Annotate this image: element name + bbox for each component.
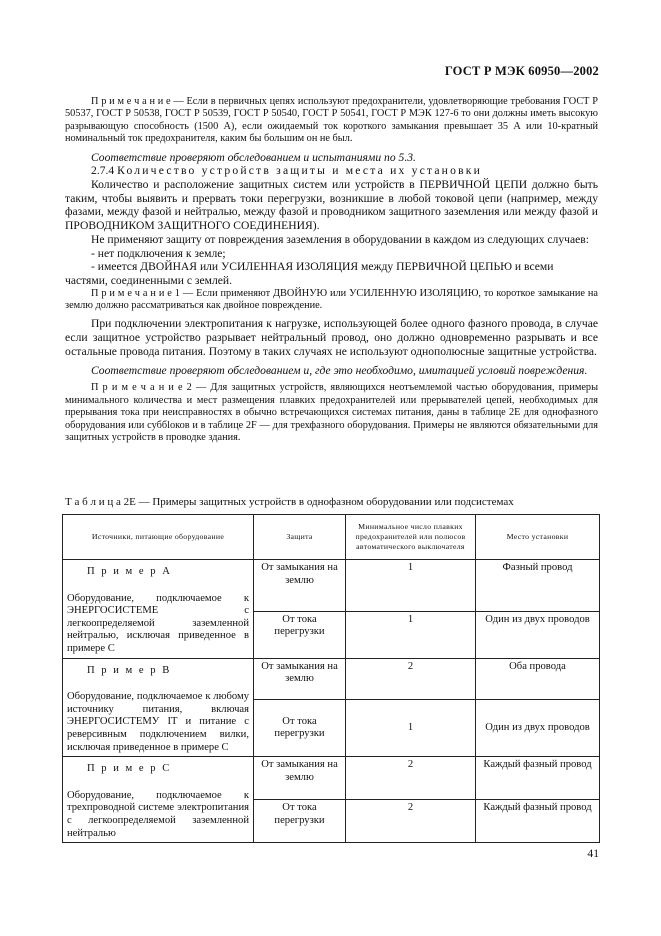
count-cell: 1 <box>346 560 476 612</box>
example-c-cell <box>63 757 254 843</box>
list-item-no-earth: - нет подключения к земле; <box>91 246 226 260</box>
header-min-count: Минимальное число плавких предохранителей или полюсов автоматического выключателя <box>346 515 476 560</box>
protection-cell: От замыкания на землю <box>254 560 346 612</box>
example-b-desc: Оборудование, подключаемое к любому источнику питания, включая ЭНЕРГОСИСТЕМУ IT и питание с реверсивным подключением вилки, исключая приведенное в примере С <box>67 691 249 753</box>
compliance-statement-1: Соответствие проверяют обследованием и испытаниями по 5.3. <box>91 150 416 164</box>
location-cell: Один из двух проводов <box>476 700 600 757</box>
count-cell: 1 <box>346 700 476 757</box>
note-2: П р и м е ч а н и е 2 — Для защитных устройств, являющихся неотъемлемой частью оборудования, примеры минимального количества и мест размещения плавких предохранителей или прерывателей цепей, необходимых для прерывания тока при неисправностях в обычно встречающихся системах питания, даны в таблице 2Е для однофазного оборудования или суббloков и в таблице 2F — для трехфазного оборудования. Примеры не являются обязательными для защитных устройств в проводке здания. <box>65 382 598 443</box>
header-protection: Защита <box>254 515 346 560</box>
location-cell: Каждый фазный провод <box>476 757 600 800</box>
example-c-title: П р и м е р С <box>87 763 172 775</box>
count-cell: 2 <box>346 757 476 800</box>
paragraph-earth-fault: Не применяют защиту от повреждения заземления в оборудовании в каждом из следующих случаев: <box>91 232 589 246</box>
example-a-cell <box>63 560 254 659</box>
location-cell: Каждый фазный провод <box>476 800 600 843</box>
list-item-double-insulation: - имеется ДВОЙНАЯ или УСИЛЕННАЯ ИЗОЛЯЦИЯ между ПЕРВИЧНОЙ ЦЕПЬЮ и всеми <box>91 260 554 274</box>
list-item-double-insulation-cont: частями, соединенными с землей. <box>65 273 233 287</box>
section-title: Количество устройств защиты и места их установки <box>117 164 482 178</box>
table-row <box>63 658 600 700</box>
table-header-row <box>63 515 600 560</box>
example-a-title: П р и м е р А <box>87 566 172 577</box>
protection-table <box>62 514 600 843</box>
table-row <box>63 560 600 612</box>
note-1: П р и м е ч а н и е 1 — Если применяют ДВОЙНУЮ или УСИЛЕННУЮ ИЗОЛЯЦИЮ, то короткое замыкание на землю должно рассматриваться как двойное повреждение. <box>65 287 598 312</box>
example-b-title: П р и м е р В <box>87 664 172 676</box>
header-location: Место установки <box>476 515 600 560</box>
location-cell: Фазный провод <box>476 560 600 612</box>
compliance-statement-2: Соответствие проверяют обследованием и, где это необходимо, имитацией условий повреждения. <box>91 363 588 377</box>
page-number: 41 <box>587 847 599 860</box>
example-b-cell <box>63 658 254 757</box>
note-fuses: П р и м е ч а н и е — Если в первичных цепях используют предохранители, удовлетворяющие требования ГОСТ Р 50537, ГОСТ Р 50538, ГОСТ Р 50539, ГОСТ Р 50540, ГОСТ Р 50541, ГОСТ Р МЭК 127-6 то они должны иметь высокую разрывающую способность (1500 А), если ожидаемый ток короткого замыкания превышает 35 А или 10-кратный номинальный ток предохранителя, каким бы большим он не был. <box>65 96 598 145</box>
count-cell: 2 <box>346 658 476 700</box>
protection-cell: От замыкания на землю <box>254 658 346 700</box>
section-number: 2.7.4 <box>91 164 115 178</box>
protection-cell: От тока перегрузки <box>254 800 346 843</box>
table-caption: Т а б л и ц а 2Е — Примеры защитных устройств в однофазном оборудовании или подсистемах <box>65 496 514 508</box>
location-cell: Один из двух проводов <box>476 611 600 658</box>
count-cell: 1 <box>346 611 476 658</box>
protection-cell: От тока перегрузки <box>254 611 346 658</box>
example-a-desc: Оборудование, подключаемое к ЭНЕРГОСИСТЕМЕ с легкоопределяемой заземленной нейтралью, исключая приведенное в примере С <box>67 592 249 654</box>
example-c-desc: Оборудование, подключаемое к трехпроводной системе электропитания с легкоопределяемой заземленной нейтралью <box>67 789 249 839</box>
count-cell: 2 <box>346 800 476 843</box>
page-body <box>65 96 598 449</box>
paragraph-neutral: При подключении электропитания к нагрузке, использующей более одного фазного провода, в случае если защитное устройство разрывает нейтральный провод, оно должно одновременно разрывать и все остальные провода питания. Поэтому в таких случаях не используют однополюсные защитные устройства. <box>65 317 598 358</box>
table-row <box>63 757 600 800</box>
header-source: Источники, питающие оборудование <box>63 515 254 560</box>
section-heading <box>65 164 598 178</box>
document-code-header: ГОСТ Р МЭК 60950—2002 <box>444 64 599 78</box>
protection-cell: От замыкания на землю <box>254 757 346 800</box>
paragraph-protection-count: Количество и расположение защитных систем или устройств в ПЕРВИЧНОЙ ЦЕПИ должно быть таким, чтобы выявить и прервать токи перегрузки, возникшие в любой токовой цепи (например, между фазами, между фазой и нейтралью, между фазой и проводником защитного заземления или между фазой и ПРОВОДНИКОМ ЗАЩИТНОГО СОЕДИНЕНИЯ). <box>65 178 598 233</box>
protection-cell: От тока перегрузки <box>254 700 346 757</box>
location-cell: Оба провода <box>476 658 600 700</box>
